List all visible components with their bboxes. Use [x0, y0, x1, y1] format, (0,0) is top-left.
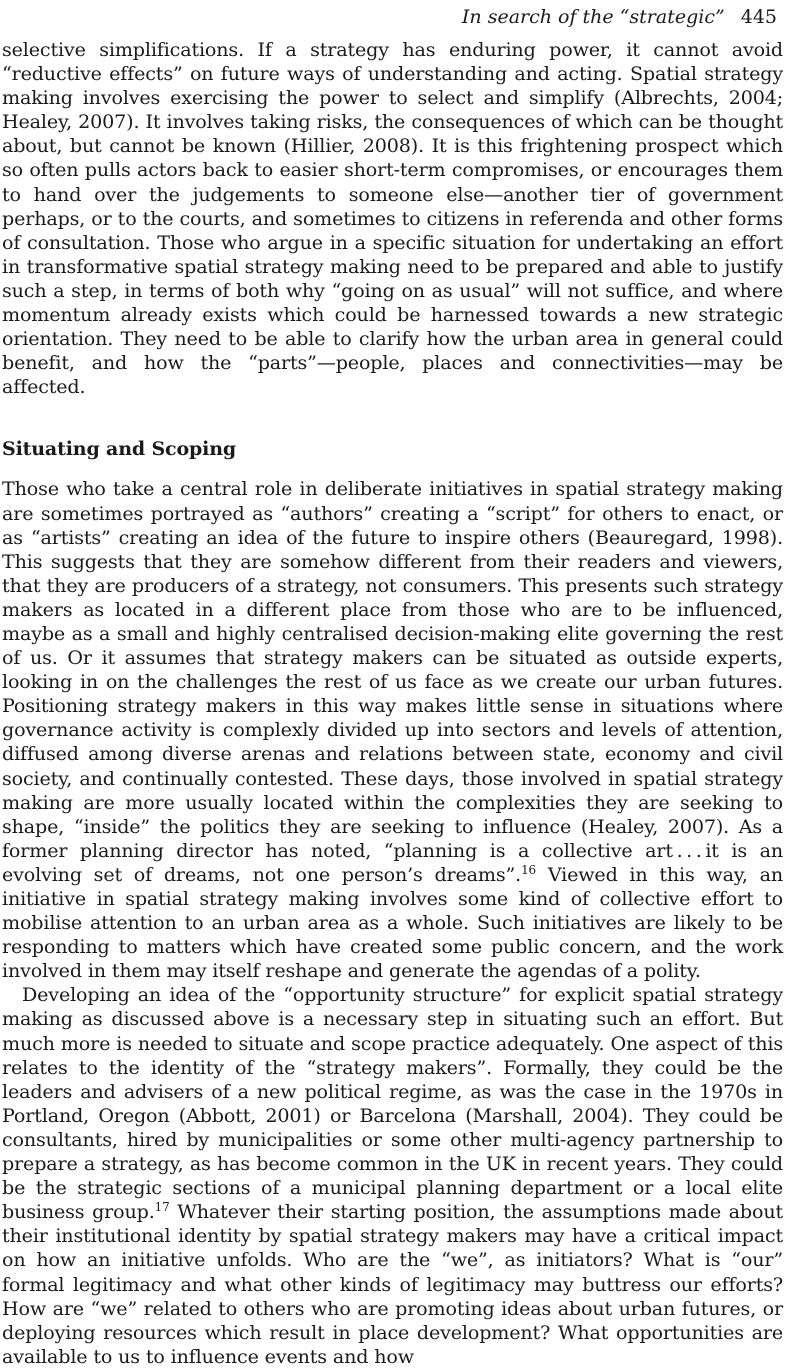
page-number: 445 — [740, 6, 777, 28]
footnote-ref-16[interactable]: 16 — [521, 862, 537, 877]
paragraph-continued: selective simplifications. If a strategy has enduring power, it cannot avoid “reductive effects” on future ways of understanding and acting. Spatial strategy making involves exercising the power to select and simplify (Albrechts, 2004; Healey, 2007). It involves taking risks, the consequences of which can be thought about, but cannot be known (Hillier, 2008). It is this frightening prospect which so often pulls actors back to easier short-term compromises, or encourages them to hand over the judgements to someone else—another tier of government perhaps, or to the courts, and sometimes to citizens in referenda and other forms of consultation. Those who argue in a specific situation for undertaking an effort in transformative spatial strategy making need to be prepared and able to justify such a step, in terms of both why “going on as usual” will not suffice, and where momentum already exists which could be harnessed towards a new strategic orientation. They need to be able to clarify how the urban area in general could benefit, and how the “parts”—people, places and connectivities—may be affected. — [2, 38, 783, 399]
running-title: In search of the “strategic” — [461, 6, 725, 28]
page-body — [2, 38, 783, 1369]
paragraph-text: Viewed in this way, an initiative in spatial strategy making involves some kind of collective effort to mobilise attention to an urban area as a whole. Such initiatives are likely to be responding to matters which have created some public concern, and the work involved in them may itself reshape and generate the agendas of a polity. — [2, 862, 783, 983]
running-header — [462, 0, 777, 34]
section-heading: Situating and Scoping — [2, 438, 236, 461]
paragraph-text: Whatever their starting position, the assumptions made about their institutional identity by spatial strategy makers may have a critical impact on how an initiative unfolds. Who are the “we”, as initiators? What is “our” formal legitimacy and what other kinds of legitimacy may buttress our efforts? How are “we” related to others who are promoting ideas about urban futures, or deploying resources which result in place development? What opportunities are available to us to influence events and how — [2, 1200, 783, 1368]
footnote-ref-17[interactable]: 17 — [154, 1200, 170, 1215]
paragraph-text: Those who take a central role in deliberate initiatives in spatial strategy making are sometimes portrayed as “authors” creating a “script” for others to enact, or as “artists” creating an idea of the future to inspire others (Beauregard, 1998). This suggests that they are somehow different from their readers and viewers, that they are producers of a strategy, not consumers. This presents such strategy makers as located in a different place from those who are to be influenced, maybe as a small and highly centralised decision-making elite governing the rest of us. Or it assumes that strategy makers can be situated as outside experts, looking in on the challenges the rest of us face as we create our urban futures. Positioning strategy makers in this way makes little sense in situations where governance activity is complexly divided up into sectors and levels of attention, diffused among diverse arenas and relations between state, economy and civil society, and continually contested. These days, those involved in spatial strategy making are more usually located within the complexities they are seeking to shape, “inside” the politics they are seeking to influence (Healey, 2007). As a former planning director has noted, “planning is a collective art . . . it is an evolving set of dreams, not one person’s dreams”. — [2, 477, 783, 886]
paragraph-opportunity — [2, 983, 783, 1369]
paragraph-text: Developing an idea of the “opportunity structure” for explicit spatial strategy making as discussed above is a necessary step in situating such an effort. But much more is needed to situate and scope practice adequately. One aspect of this relates to the identity of the “strategy makers”. Formally, they could be the leaders and advisers of a new political regime, as was the case in the 1970s in Portland, Oregon (Abbott, 2001) or Barcelona (Marshall, 2004). They could be consultants, hired by municipalities or some other multi-agency partnership to prepare a strategy, as has become common in the UK in recent years. They could be the strategic sections of a municipal planning department or a local elite business group. — [2, 983, 783, 1224]
paragraph-situating — [2, 477, 783, 983]
